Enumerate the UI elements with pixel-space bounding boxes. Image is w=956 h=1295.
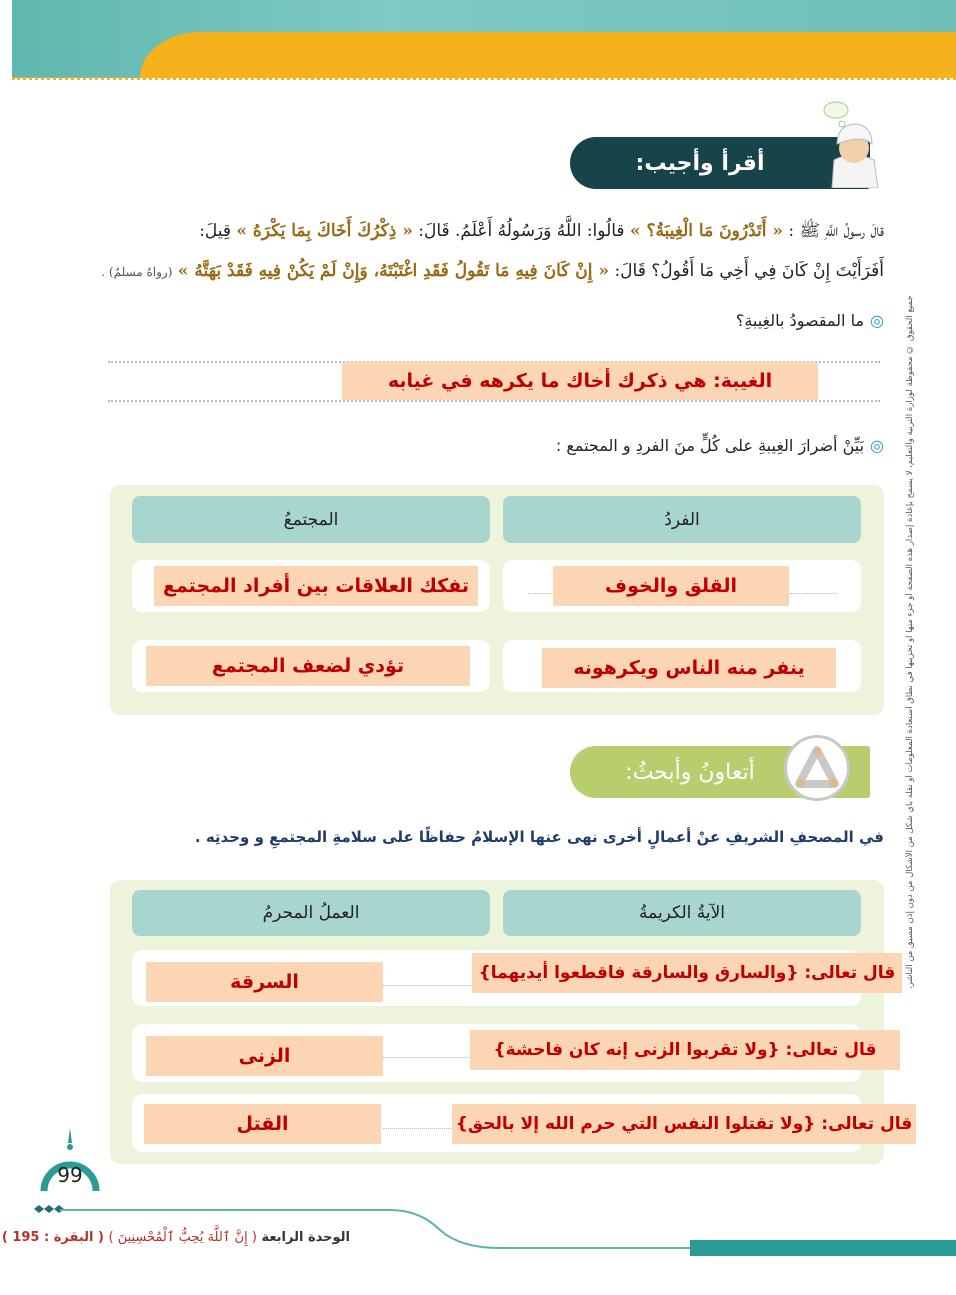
column-header-forbidden-act: العملُ المحرمُ	[132, 890, 490, 936]
column-header-verse: الآيةُ الكريمةُ	[503, 890, 861, 936]
footer-unit-text: الوحدة الرابعة ( إِنَّ ٱللَّهَ يُحِبُّ ٱلْمُحْسِنِينَ ) ( البقرة : 195 )	[1, 1230, 350, 1245]
footer-bar	[690, 1240, 956, 1256]
individual-harm-2[interactable]: ينفر منه الناس ويكرهونه	[542, 648, 836, 688]
student-avatar-icon	[822, 100, 884, 188]
forbidden-act-2[interactable]: الزنى	[146, 1036, 383, 1076]
research-instruction: في المصحفِ الشريفِ عنْ أعمالٍ أخرى نهى عنها الإسلامُ حفاظًا على سلامةِ المجتمعِ و وحدتِه .	[194, 828, 884, 846]
section-title-read-answer: أقرأ وأجيب:	[570, 137, 870, 189]
bullet-icon: ◎	[870, 436, 884, 455]
answer-line	[383, 985, 473, 986]
column-header-society: المجتمعُ	[132, 496, 490, 543]
section-title-cooperate-research: أتعاونُ وأبحثُ:	[570, 746, 870, 798]
copyright-notice: جميع الحقوق © محفوظة لوزارة التربية والتعليم، لا يسمح بإعادة إصدار هذه الصفحة أو جزء منها أو تخزينها في نطاق استعادة المعلومات أو نقله بأي شكل من الأشكال من دون إذن مسبق من الناشر.	[905, 295, 915, 989]
bullet-icon: ◎	[870, 311, 884, 330]
question-1: ◎ما المقصودُ بالغِيبةِ؟	[735, 311, 884, 330]
page-number: 99	[57, 1163, 83, 1187]
verse-1[interactable]: قال تعالى: {والسارق والسارقة فاقطعوا أيديهما}	[472, 953, 902, 993]
society-harm-2[interactable]: تؤدي لضعف المجتمع	[146, 646, 470, 686]
answer-line	[383, 1128, 453, 1129]
answer-1-field[interactable]: الغيبة: هي ذكرك أخاك ما يكرهه في غيابه	[342, 362, 818, 400]
society-harm-1[interactable]: تفكك العلاقات بين أفراد المجتمع	[154, 566, 478, 606]
verse-3[interactable]: قال تعالى: {ولا تقتلوا النفس التي حرم الله إلا بالحق}	[452, 1104, 916, 1144]
individual-harm-1[interactable]: القلق والخوف	[553, 566, 789, 606]
forbidden-act-1[interactable]: السرقة	[146, 962, 383, 1002]
question-2: ◎بَيِّنْ أضرارَ الغِيبةِ على كُلٍّ منَ الفردِ و المجتمع :	[555, 436, 884, 455]
verse-2[interactable]: قال تعالى: {ولا تقربوا الزنى إنه كان فاحشة}	[470, 1030, 900, 1070]
hadith-line-2: أَفَرَأَيْتَ إِنْ كَانَ فِي أَخِي مَا أَقُولُ؟ قَالَ: « إِنْ كَانَ فِيهِ مَا تَقُولُ فَقَدِ اغْتَبْتَهُ، وَإِنْ لَمْ يَكُنْ فِيهِ فَقَدْ بَهَتَّهُ » (رواهُ مسلمٌ) .	[101, 261, 884, 281]
hadith-line-1: قالَ رسولُ اللَّهِ ﷺ : « أَتَدْرُونَ مَا الْغِيبَةُ؟ » قالُوا: اللَّهُ وَرَسُولُهُ أَعْلَمُ. قَالَ: « ذِكْرُكَ أَخَاكَ بِمَا يَكْرَهُ » قِيلَ:	[199, 221, 884, 241]
answer-line	[108, 400, 880, 402]
forbidden-act-3[interactable]: القتل	[144, 1104, 381, 1144]
column-header-individual: الفردُ	[503, 496, 861, 543]
answer-line	[383, 1057, 473, 1058]
cooperation-icon	[784, 735, 850, 801]
top-banner-band	[140, 32, 956, 78]
banner-border	[12, 74, 956, 80]
